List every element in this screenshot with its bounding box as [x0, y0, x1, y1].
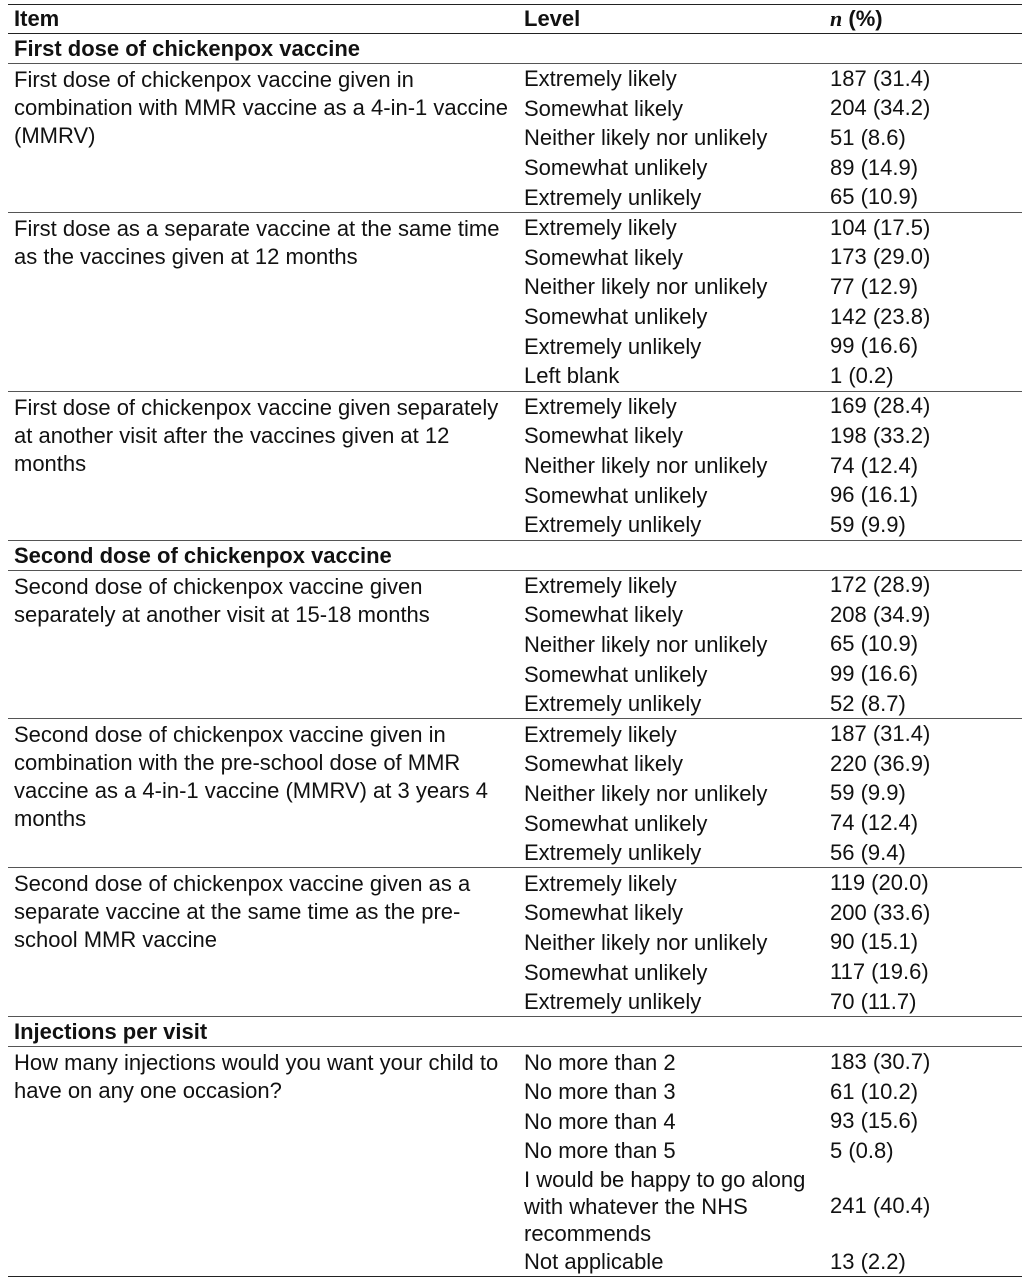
table-row: [524, 331, 1022, 361]
level-label: Extremely likely: [524, 215, 677, 241]
table-header: [8, 4, 1022, 34]
item-group: [8, 868, 1022, 1017]
count-percent: 77 (12.9): [830, 273, 919, 299]
level-list: [524, 64, 1022, 212]
count-percent: 99 (16.6): [830, 661, 919, 687]
level-label: Somewhat unlikely: [524, 810, 708, 836]
item-text: First dose as a separate vaccine at the same time as the vaccines given at 12 months: [14, 215, 500, 269]
level-label: Not applicable: [524, 1249, 664, 1275]
count-percent: 90 (15.1): [830, 929, 919, 955]
item-text: First dose of chickenpox vaccine given separately at another visit after the vaccines given at 12 months: [14, 394, 499, 476]
header-n: n: [830, 6, 843, 31]
count-percent: 51 (8.6): [830, 124, 906, 150]
item-text: First dose of chickenpox vaccine given in combination with MMR vaccine as a 4-in-1 vaccine (MMRV): [14, 67, 508, 148]
item-text: Second dose of chickenpox vaccine given as a separate vaccine at the same time as the pre-school MMR vaccine: [14, 871, 471, 953]
level-label: Extremely unlikely: [524, 333, 702, 359]
level-list: [524, 868, 1022, 1016]
table-row: [524, 213, 1022, 243]
header-n-percent: [830, 6, 1020, 32]
level-label: Neither likely nor unlikely: [524, 453, 768, 479]
item-text: How many injections would you want your child to have on any one occasion?: [14, 1050, 499, 1104]
count-percent: 198 (33.2): [830, 422, 931, 448]
item-group: [8, 392, 1022, 541]
count-percent: 187 (31.4): [830, 721, 931, 747]
count-percent: 99 (16.6): [830, 333, 919, 359]
level-label: No more than 3: [524, 1079, 676, 1105]
level-list: [524, 719, 1022, 867]
count-percent: 173 (29.0): [830, 244, 931, 270]
count-percent: 220 (36.9): [830, 750, 931, 776]
level-label: Somewhat likely: [524, 602, 683, 628]
table-row: [524, 1107, 1022, 1137]
level-label: Neither likely nor unlikely: [524, 274, 768, 300]
count-percent: 13 (2.2): [830, 1248, 906, 1274]
table-row: [524, 302, 1022, 332]
count-percent: 204 (34.2): [830, 95, 931, 121]
header-percent: (%): [842, 6, 883, 31]
item-group: [8, 1047, 1022, 1277]
count-percent: 59 (9.9): [830, 780, 906, 806]
item-group: [8, 571, 1022, 720]
level-label: Somewhat likely: [524, 423, 683, 449]
level-list: [524, 213, 1022, 391]
count-percent: 61 (10.2): [830, 1078, 919, 1104]
level-label: No more than 4: [524, 1108, 676, 1134]
table-row: [524, 243, 1022, 273]
level-label: Extremely unlikely: [524, 840, 702, 866]
count-percent: 65 (10.9): [830, 184, 919, 210]
item-group: [8, 64, 1022, 213]
count-percent: 200 (33.6): [830, 899, 931, 925]
table-row: [524, 1077, 1022, 1107]
table-row: [524, 630, 1022, 660]
level-label: Somewhat likely: [524, 900, 683, 926]
table-row: [524, 94, 1022, 124]
count-percent: 104 (17.5): [830, 214, 931, 240]
count-percent: 89 (14.9): [830, 154, 919, 180]
level-list: [524, 392, 1022, 540]
table-row: [524, 1047, 1022, 1077]
level-label: Extremely likely: [524, 572, 677, 598]
table-row: [524, 659, 1022, 689]
item-text: Second dose of chickenpox vaccine given in combination with the pre-school dose of MMR vaccine as a 4-in-1 vaccine (MMRV) at 3 years 4 months: [14, 722, 488, 832]
table-row: [524, 571, 1022, 601]
level-label: Somewhat unlikely: [524, 304, 708, 330]
table-row: [524, 392, 1022, 422]
level-label: Neither likely nor unlikely: [524, 125, 768, 151]
level-label: Somewhat likely: [524, 95, 683, 121]
count-percent: 187 (31.4): [830, 65, 931, 91]
table-row: [524, 719, 1022, 749]
level-label: I would be happy to go along with whatever the NHS recommends: [524, 1166, 806, 1246]
table-row: [524, 1136, 1022, 1166]
count-percent: 56 (9.4): [830, 839, 906, 865]
table-row: [524, 361, 1022, 391]
section-title: Second dose of chickenpox vaccine: [8, 541, 1022, 571]
table-row: [524, 868, 1022, 898]
table-row: [524, 928, 1022, 958]
count-percent: 5 (0.8): [830, 1137, 894, 1163]
level-label: Somewhat likely: [524, 244, 683, 270]
count-percent: 119 (20.0): [830, 870, 929, 896]
table-body: [8, 34, 1022, 1277]
table-row: [524, 421, 1022, 451]
count-percent: 59 (9.9): [830, 511, 906, 537]
count-percent: 117 (19.6): [830, 959, 929, 985]
count-percent: 52 (8.7): [830, 690, 906, 716]
table-row: [524, 510, 1022, 540]
level-label: No more than 2: [524, 1049, 676, 1075]
table-row: [524, 123, 1022, 153]
level-label: Somewhat unlikely: [524, 482, 708, 508]
section-title: Injections per visit: [8, 1017, 1022, 1047]
header-level: Level: [524, 6, 581, 31]
item-text: Second dose of chickenpox vaccine given separately at another visit at 15-18 months: [14, 573, 430, 627]
table-row: [524, 987, 1022, 1017]
table-row: [524, 272, 1022, 302]
count-percent: 70 (11.7): [830, 988, 917, 1014]
level-label: Neither likely nor unlikely: [524, 929, 768, 955]
table-row: [524, 182, 1022, 212]
level-label: Extremely unlikely: [524, 512, 702, 538]
table-row: [524, 1247, 1022, 1277]
level-list: [524, 571, 1022, 719]
item-group: [8, 213, 1022, 392]
table-row: [524, 957, 1022, 987]
level-label: Extremely likely: [524, 66, 677, 92]
table-row: [524, 153, 1022, 183]
table-row: [524, 779, 1022, 809]
level-list: [524, 1047, 1022, 1276]
table-row: [524, 689, 1022, 719]
table-row: [524, 600, 1022, 630]
count-percent: 65 (10.9): [830, 631, 919, 657]
count-percent: 169 (28.4): [830, 393, 931, 419]
count-percent: 241 (40.4): [830, 1193, 931, 1219]
count-percent: 142 (23.8): [830, 303, 931, 329]
count-percent: 208 (34.9): [830, 601, 931, 627]
level-label: Extremely unlikely: [524, 691, 702, 717]
count-percent: 93 (15.6): [830, 1108, 919, 1134]
level-label: Extremely unlikely: [524, 989, 702, 1015]
level-label: Extremely likely: [524, 721, 677, 747]
level-label: No more than 5: [524, 1138, 676, 1164]
level-label: Left blank: [524, 363, 620, 389]
table-row: [524, 451, 1022, 481]
table-row: [524, 1166, 1022, 1247]
level-label: Somewhat unlikely: [524, 959, 708, 985]
level-label: Neither likely nor unlikely: [524, 631, 768, 657]
count-percent: 183 (30.7): [830, 1049, 931, 1075]
level-label: Somewhat unlikely: [524, 155, 708, 181]
level-label: Extremely unlikely: [524, 184, 702, 210]
table-row: [524, 480, 1022, 510]
section-title: First dose of chickenpox vaccine: [8, 34, 1022, 64]
count-percent: 172 (28.9): [830, 572, 931, 598]
count-percent: 74 (12.4): [830, 452, 919, 478]
level-label: Somewhat likely: [524, 751, 683, 777]
count-percent: 96 (16.1): [830, 482, 919, 508]
table-row: [524, 64, 1022, 94]
table-row: [524, 808, 1022, 838]
header-item: Item: [14, 6, 60, 31]
count-percent: 1 (0.2): [830, 362, 894, 388]
level-label: Somewhat unlikely: [524, 661, 708, 687]
level-label: Extremely likely: [524, 870, 677, 896]
table-row: [524, 838, 1022, 868]
survey-table: [8, 4, 1022, 1277]
table-row: [524, 898, 1022, 928]
level-label: Extremely likely: [524, 393, 677, 419]
item-group: [8, 719, 1022, 868]
table-row: [524, 749, 1022, 779]
level-label: Neither likely nor unlikely: [524, 780, 768, 806]
count-percent: 74 (12.4): [830, 810, 919, 836]
